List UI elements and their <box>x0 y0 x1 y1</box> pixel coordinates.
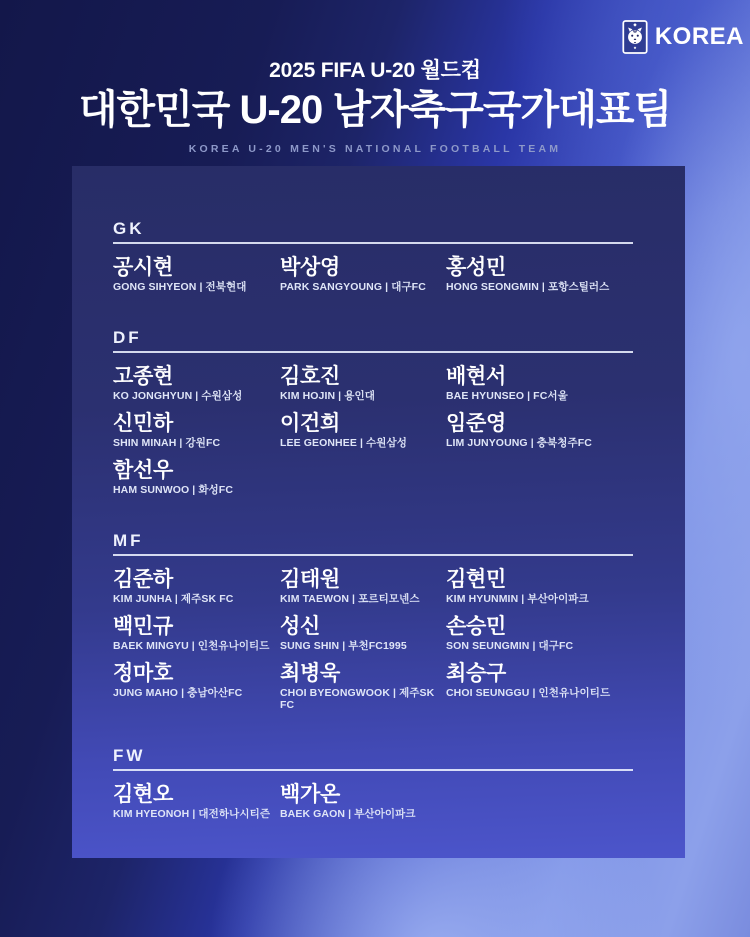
page-subtitle: KOREA U-20 MEN'S NATIONAL FOOTBALL TEAM <box>188 143 562 155</box>
player-detail: HAM SUNWOO | 화성FC <box>113 484 233 496</box>
player-name: 박상영 <box>280 256 340 279</box>
player-entry <box>113 663 280 711</box>
player-name: 홍성민 <box>446 256 506 279</box>
roster-section-df <box>113 329 633 496</box>
player-name: 이건희 <box>280 412 340 435</box>
section-code: DF <box>113 329 633 353</box>
poster-header <box>0 0 750 155</box>
player-name: 손승민 <box>446 615 506 638</box>
player-grid <box>113 784 633 820</box>
player-detail: HONG SEONGMIN | 포항스틸러스 <box>446 281 610 293</box>
player-detail: KIM HOJIN | 용인대 <box>280 390 375 402</box>
player-detail: CHOI BYEONGWOOK | 제주SK FC <box>280 687 435 711</box>
player-name: 백가온 <box>280 783 340 806</box>
player-name: 김현오 <box>113 783 173 806</box>
player-entry <box>446 663 633 711</box>
player-entry <box>446 616 633 652</box>
player-entry <box>113 257 280 293</box>
player-name: 김호진 <box>280 365 340 388</box>
roster-section-fw <box>113 747 633 820</box>
player-entry <box>446 569 633 605</box>
player-name: 배현서 <box>446 365 506 388</box>
player-name: 최승구 <box>446 662 506 685</box>
player-name: 성신 <box>280 615 320 638</box>
player-grid <box>113 366 633 496</box>
player-detail: JUNG MAHO | 충남아산FC <box>113 687 243 699</box>
player-name: 정마호 <box>113 662 173 685</box>
player-entry <box>446 413 633 449</box>
player-name: 신민하 <box>113 412 173 435</box>
player-detail: BAEK GAON | 부산아이파크 <box>280 808 416 820</box>
player-entry <box>446 366 633 402</box>
player-detail: KIM HYUNMIN | 부산아이파크 <box>446 593 589 605</box>
brand-name: KOREA <box>654 23 744 50</box>
player-entry <box>113 460 280 496</box>
player-detail: KO JONGHYUN | 수원삼성 <box>113 390 243 402</box>
player-detail: BAEK MINGYU | 인천유나이티드 <box>113 640 270 652</box>
player-entry <box>113 413 280 449</box>
section-code: MF <box>113 532 633 556</box>
player-name: 공시현 <box>113 256 173 279</box>
roster-section-gk <box>113 220 633 293</box>
section-code: FW <box>113 747 633 771</box>
player-detail: LEE GEONHEE | 수원삼성 <box>280 437 407 449</box>
player-detail: PARK SANGYOUNG | 대구FC <box>280 281 426 293</box>
player-detail: SUNG SHIN | 부천FC1995 <box>280 640 407 652</box>
player-detail: GONG SIHYEON | 전북현대 <box>113 281 247 293</box>
player-detail: CHOI SEUNGGU | 인천유나이티드 <box>446 687 611 699</box>
player-name: 임준영 <box>446 412 506 435</box>
player-entry <box>113 616 280 652</box>
player-name: 최병욱 <box>280 662 340 685</box>
player-entry <box>113 366 280 402</box>
player-entry <box>280 413 446 449</box>
player-entry <box>280 616 446 652</box>
player-detail: KIM TAEWON | 포르티모넨스 <box>280 593 420 605</box>
player-detail: SON SEUNGMIN | 대구FC <box>446 640 574 652</box>
player-entry <box>280 663 446 711</box>
player-name: 함선우 <box>113 459 173 482</box>
player-detail: KIM HYEONOH | 대전하나시티즌 <box>113 808 271 820</box>
roster-section-mf <box>113 532 633 711</box>
roster-panel <box>72 166 685 858</box>
player-name: 고종현 <box>113 365 173 388</box>
player-grid <box>113 257 633 293</box>
player-detail: SHIN MINAH | 강원FC <box>113 437 221 449</box>
player-entry <box>446 257 633 293</box>
player-detail: KIM JUNHA | 제주SK FC <box>113 593 234 605</box>
player-detail: LIM JUNYOUNG | 충북청주FC <box>446 437 592 449</box>
player-entry <box>280 257 446 293</box>
player-name: 김현민 <box>446 568 506 591</box>
player-entry <box>113 569 280 605</box>
player-entry <box>280 569 446 605</box>
player-entry <box>280 784 446 820</box>
player-name: 백민규 <box>113 615 173 638</box>
player-detail: BAE HYUNSEO | FC서울 <box>446 390 568 402</box>
player-entry <box>280 366 446 402</box>
page-title: 대한민국 U-20 남자축구국가대표팀 <box>78 88 672 132</box>
tournament-label: 2025 FIFA U-20 월드컵 <box>269 59 481 82</box>
section-code: GK <box>113 220 633 244</box>
player-name: 김준하 <box>113 568 173 591</box>
player-grid <box>113 569 633 711</box>
player-name: 김태원 <box>280 568 340 591</box>
player-entry <box>113 784 280 820</box>
